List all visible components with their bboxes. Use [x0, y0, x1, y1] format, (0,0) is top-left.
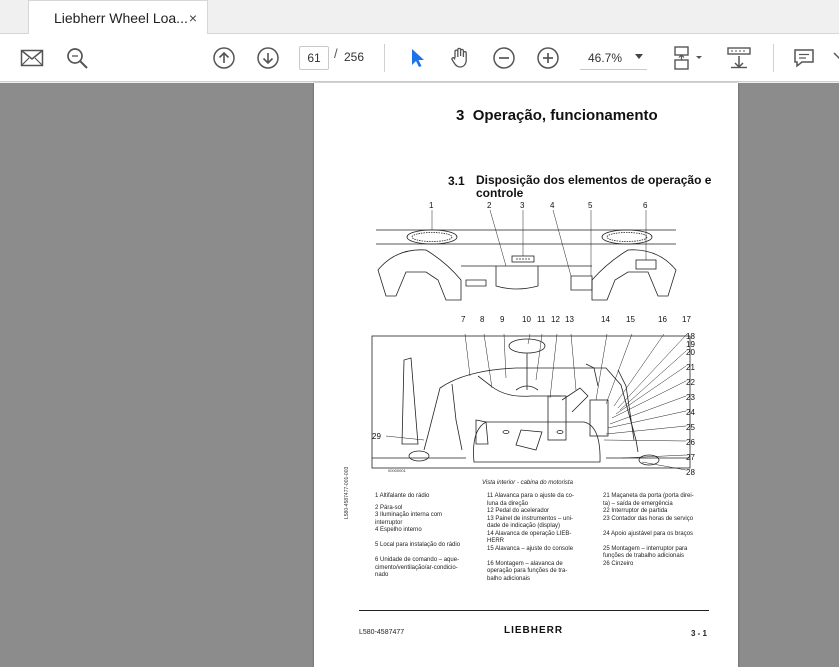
zoom-out-icon[interactable]	[491, 45, 517, 71]
chapter-title	[456, 107, 658, 124]
select-cursor-icon[interactable]	[404, 45, 430, 71]
legend-line: luna da direção	[487, 500, 529, 507]
legend-line: interruptor	[375, 519, 403, 526]
legend-line: 16 Montagem – alavanca de	[487, 560, 563, 567]
legend-line: 13 Painel de instrumentos – uni-	[487, 515, 574, 522]
callout-14: 14	[601, 315, 610, 324]
legend-line: 23 Contador das horas de serviço	[603, 515, 694, 522]
roof-drawing	[376, 230, 676, 300]
comment-icon[interactable]	[791, 45, 817, 71]
callout-27: 27	[686, 453, 695, 462]
legend-column-2	[487, 493, 599, 583]
callout-21: 21	[686, 363, 695, 372]
footer-page-number: 3 - 1	[691, 629, 708, 638]
callout-2: 2	[487, 201, 492, 210]
liebherr-logo: LIEBHERR	[504, 625, 564, 636]
chapter-number: 3	[456, 107, 465, 124]
toolbar-divider	[773, 44, 774, 72]
close-tab-icon[interactable]: ×	[188, 10, 197, 26]
side-document-id: L580-4587477-001-003	[344, 466, 350, 519]
tab-title: Liebherr Wheel Loa...	[54, 9, 188, 26]
legend-line: dade de indicação (display)	[487, 523, 561, 529]
legend-line: 4 Espelho interno	[375, 527, 422, 533]
callout-19: 19	[686, 340, 695, 349]
chapter-heading: Operação, funcionamento	[472, 107, 658, 124]
legend-line	[487, 553, 599, 561]
legend-line: 2 Pára-sol	[375, 504, 403, 511]
page-down-icon[interactable]	[255, 45, 281, 71]
callout-9: 9	[500, 315, 505, 324]
cabin-callouts-right	[686, 332, 695, 477]
legend-line: 5 Local para instalação do rádio	[375, 542, 461, 548]
callout-12: 12	[551, 315, 560, 324]
footer-rule	[359, 610, 709, 611]
hand-tool-icon[interactable]	[447, 45, 473, 71]
footer-document-number: L580-4587477	[359, 629, 405, 636]
callout-8: 8	[480, 315, 485, 324]
legend-line	[375, 535, 483, 543]
pdf-page	[314, 83, 738, 667]
more-tools-icon[interactable]	[832, 50, 839, 66]
legend-line: 1 Altifalante do rádio	[375, 493, 430, 499]
legend-line: 22 Interruptor de partida	[603, 508, 668, 514]
legend-line: funções de trabalho adicionais	[603, 553, 685, 559]
callout-26: 26	[686, 438, 695, 447]
legend-line: balho adicionais	[487, 575, 531, 582]
legend-line: 12 Pedal do acelerador	[487, 508, 550, 514]
legend-line: 3 Iluminação interna com	[375, 512, 443, 518]
callout-11: 11	[537, 315, 546, 324]
callout-4: 4	[550, 201, 555, 210]
callout-18: 18	[686, 332, 695, 341]
callout-17: 17	[682, 315, 691, 324]
legend-line: 25 Montagem – interruptor para	[603, 545, 688, 552]
scroll-mode-icon[interactable]	[724, 45, 754, 71]
toolbar-divider	[384, 44, 385, 72]
legend-line: 26 Cinzeiro	[603, 560, 634, 567]
cabin-diagram	[366, 200, 700, 486]
document-tab[interactable]	[28, 0, 208, 34]
chevron-down-icon	[635, 54, 643, 59]
legend-line	[375, 550, 483, 558]
search-icon[interactable]	[64, 45, 90, 71]
zoom-in-icon[interactable]	[535, 45, 561, 71]
legend-line: nado	[375, 572, 389, 578]
legend-line: 24 Apoio ajustável para os braços	[603, 530, 694, 537]
callout-23: 23	[686, 393, 695, 402]
callout-6: 6	[643, 201, 648, 210]
page-up-icon[interactable]	[211, 45, 237, 71]
section-title: Disposição dos elementos de operação e controle	[476, 173, 712, 200]
callout-15: 15	[626, 315, 635, 324]
mail-icon[interactable]	[19, 45, 45, 71]
legend-line: 21 Maçaneta da porta (porta direi-	[603, 493, 694, 499]
section-number: 3.1	[448, 174, 465, 188]
callout-7: 7	[461, 315, 466, 324]
callout-16: 16	[658, 315, 667, 324]
top-callouts	[429, 201, 648, 210]
callout-20: 20	[686, 348, 695, 357]
legend-line: 11 Alavanca para o ajuste da co-	[487, 493, 574, 499]
zoom-value: 46.7%	[588, 51, 623, 65]
legend-line: 6 Unidade de comando – aque-	[375, 557, 460, 563]
legend-line	[603, 538, 733, 546]
page-separator: /	[334, 46, 338, 61]
callout-22: 22	[686, 378, 695, 387]
legend-column-1	[375, 493, 483, 580]
callout-25: 25	[686, 423, 695, 432]
legend-line: ta) – saída de emergência	[603, 500, 673, 507]
cabin-drawing	[372, 336, 690, 468]
callout-5: 5	[588, 201, 593, 210]
drawing-id: 00000001	[388, 468, 406, 473]
callout-28: 28	[686, 468, 695, 477]
total-pages: 256	[344, 50, 365, 64]
tab-bar	[0, 0, 839, 34]
legend-line: cimento/ventilação/ar-condicio-	[375, 564, 458, 571]
callout-10: 10	[522, 315, 531, 324]
callout-3: 3	[520, 201, 525, 210]
figure-caption: Vista interior - cabina do motorista	[482, 480, 573, 486]
legend-column-3	[603, 493, 733, 568]
callout-13: 13	[565, 315, 574, 324]
legend-line: 15 Alavanca – ajuste do console	[487, 545, 574, 552]
fit-page-icon[interactable]	[670, 43, 706, 73]
cabin-callouts-top	[461, 315, 691, 324]
callout-29: 29	[372, 432, 381, 441]
page-number-input[interactable]: 61	[299, 46, 329, 70]
legend-line: 14 Alavanca de operação LIEB-	[487, 530, 572, 537]
legend-line: HERR	[487, 538, 505, 544]
legend-line	[603, 523, 733, 531]
legend-line: operação para funções de tra-	[487, 568, 568, 574]
zoom-select[interactable]	[580, 46, 647, 70]
callout-24: 24	[686, 408, 695, 417]
callout-1: 1	[429, 201, 434, 210]
